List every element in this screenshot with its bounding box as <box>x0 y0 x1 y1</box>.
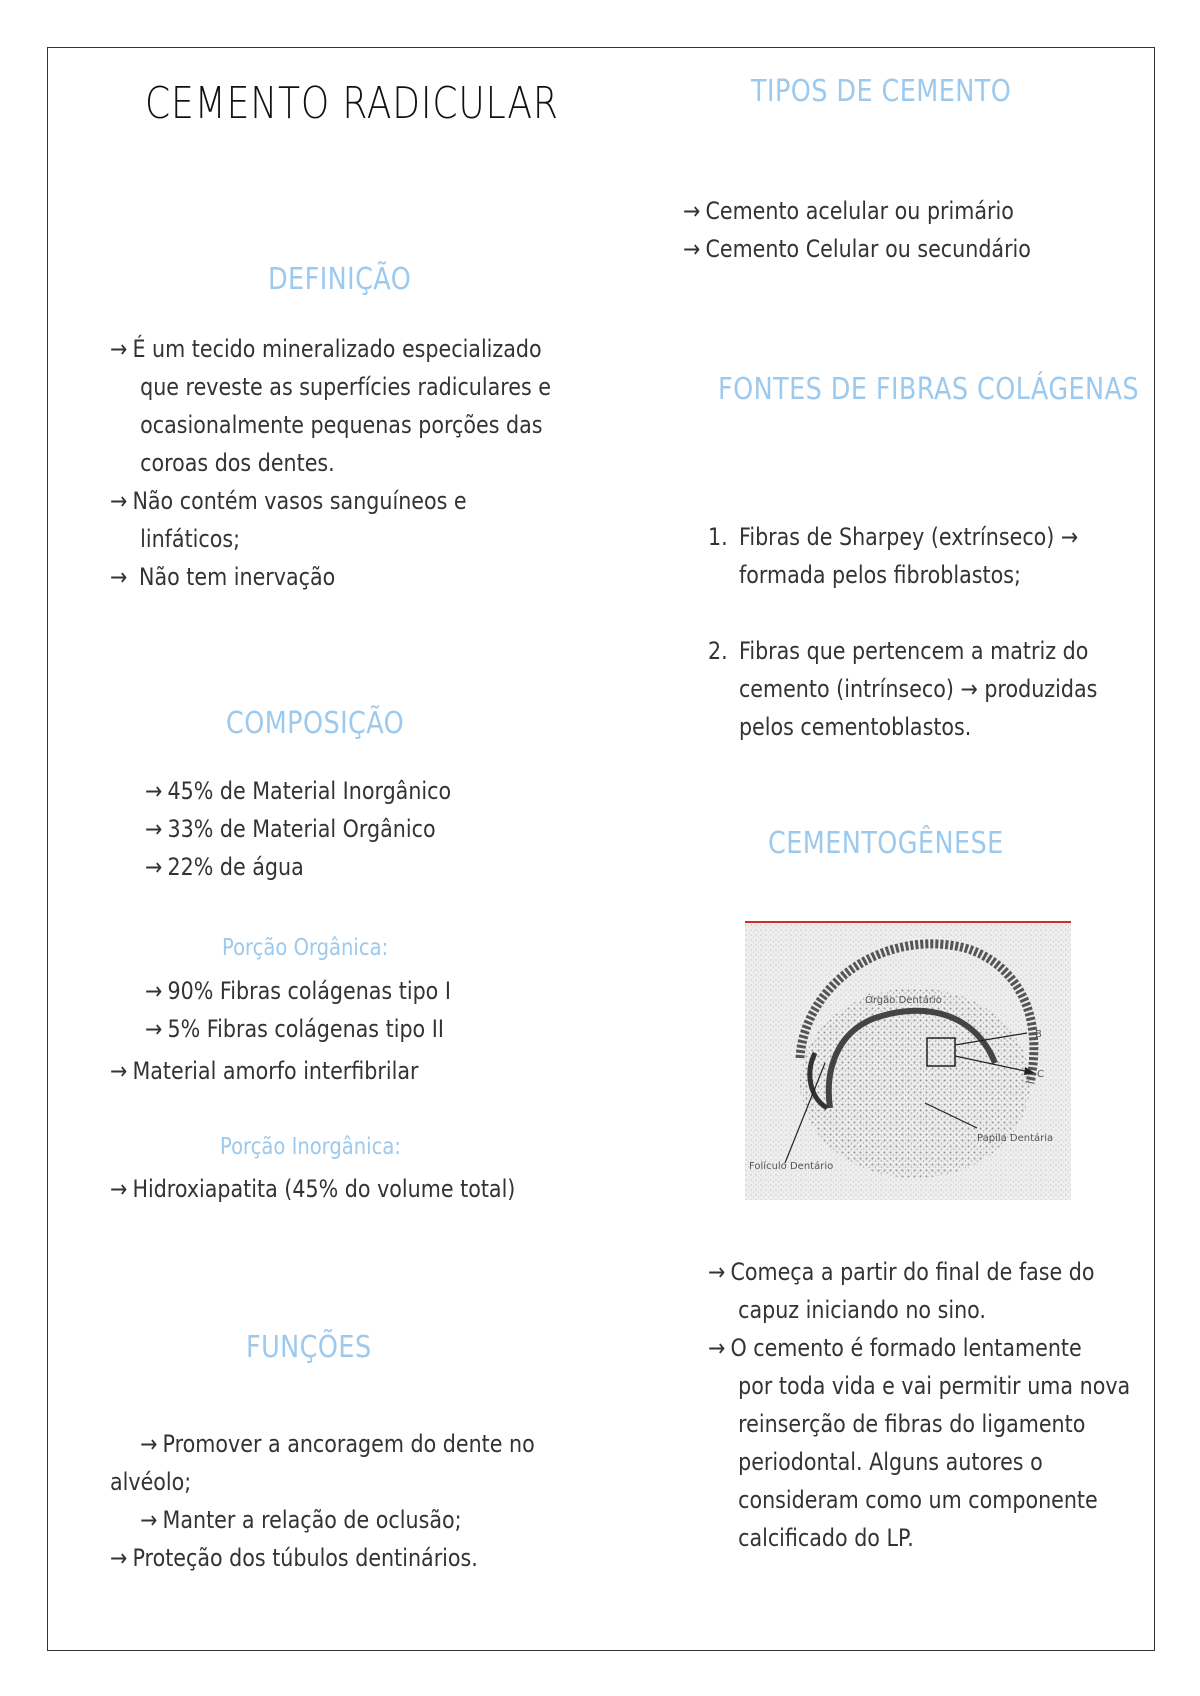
label-b: B <box>1035 1029 1042 1040</box>
list-item: → Começa a partir do final de fase do <box>708 1253 1130 1291</box>
list-item-cont: alvéolo; <box>110 1468 192 1496</box>
arrow-icon: → <box>708 1258 726 1286</box>
label-c: C <box>1037 1069 1044 1080</box>
list-item: → 22% de água <box>145 848 451 886</box>
arrow-icon: → <box>145 853 163 881</box>
arrow-icon: → <box>110 1175 128 1203</box>
list-item: → Não tem inervação <box>110 558 551 596</box>
section-heading-tipos: TIPOS DE CEMENTO <box>751 74 1012 109</box>
organica-list <box>145 972 501 1048</box>
subheading-porcao-inorganica: Porção Inorgânica: <box>220 1134 401 1160</box>
arrow-icon: → <box>110 1544 128 1572</box>
list-item-cont: coroas dos dentes. <box>140 449 335 477</box>
list-item: → Cemento acelular ou primário <box>683 192 1031 230</box>
section-heading-cementogenese: CEMENTOGÊNESE <box>768 826 1004 861</box>
numbered-item-cont: pelos cementoblastos. <box>738 713 972 741</box>
list-item: → É um tecido mineralizado especializado <box>110 330 551 368</box>
list-item-cont: ocasionalmente pequenas porções das <box>140 411 543 439</box>
histology-image <box>745 921 1071 1200</box>
label-orgao-dentario: Órgão Dentário <box>865 995 942 1006</box>
item-number: 1. <box>708 523 728 551</box>
label-papila-dentaria: Papila Dentária <box>977 1133 1054 1144</box>
arrow-icon: → <box>145 1015 163 1043</box>
cementogenese-list <box>708 1253 1199 1557</box>
list-item: → Não contém vasos sanguíneos e <box>110 482 551 520</box>
numbered-item: 1. Fibras de Sharpey (extrínseco) → <box>708 518 1078 556</box>
funcoes-list <box>110 1425 604 1577</box>
arrow-icon: → <box>683 235 701 263</box>
arrow-icon: → <box>110 487 128 515</box>
item-number: 2. <box>708 637 728 665</box>
tipos-list <box>683 192 1088 268</box>
list-item: → 90% Fibras colágenas tipo I <box>145 972 451 1010</box>
definicao-list <box>110 330 623 596</box>
list-item: → Promover a ancoragem do dente no <box>110 1425 535 1463</box>
arrow-icon: → <box>145 815 163 843</box>
list-item: → Manter a relação de oclusão; <box>110 1501 535 1539</box>
numbered-item: 2. Fibras que pertencem a matriz do <box>708 632 1097 670</box>
arrow-icon: → <box>683 197 701 225</box>
list-item-cont: consideram como um componente <box>738 1486 1098 1514</box>
page-title: CEMENTO RADICULAR <box>145 78 559 129</box>
label-foliculo-dentario: Folículo Dentário <box>749 1161 834 1172</box>
section-heading-fontes: FONTES DE FIBRAS COLÁGENAS <box>718 372 1140 407</box>
arrow-icon: → <box>140 1506 158 1534</box>
arrow-icon: → <box>110 563 128 591</box>
list-item: → 33% de Material Orgânico <box>145 810 451 848</box>
arrow-icon: → <box>110 335 128 363</box>
list-item: → Hidroxiapatita (45% do volume total) <box>110 1170 515 1208</box>
arrow-icon: → <box>110 1057 128 1085</box>
histology-illustration <box>745 923 1071 1200</box>
fontes-list <box>708 518 1138 594</box>
list-item-cont: calcificado do LP. <box>738 1524 914 1552</box>
list-item-cont: reinserção de fibras do ligamento <box>738 1410 1086 1438</box>
list-item: → O cemento é formado lentamente <box>708 1329 1130 1367</box>
list-item-cont: linfáticos; <box>140 525 241 553</box>
section-heading-definicao: DEFINIÇÃO <box>268 262 412 297</box>
list-item-cont: capuz iniciando no sino. <box>738 1296 986 1324</box>
numbered-item-cont: cemento (intrínseco) → produzidas <box>738 675 1098 703</box>
list-item: → 45% de Material Inorgânico <box>145 772 451 810</box>
section-heading-composicao: COMPOSIÇÃO <box>226 706 405 741</box>
numbered-item-cont: formada pelos fibroblastos; <box>738 561 1021 589</box>
list-item: → Proteção dos túbulos dentinários. <box>110 1539 535 1577</box>
arrow-icon: → <box>140 1430 158 1458</box>
arrow-icon: → <box>145 777 163 805</box>
fontes-list-2 <box>708 632 1161 746</box>
list-item-cont: periodontal. Alguns autores o <box>738 1448 1043 1476</box>
list-item: → Material amorfo interfibrilar <box>110 1052 418 1090</box>
composicao-list <box>145 772 501 886</box>
list-item-cont: por toda vida e vai permitir uma nova <box>738 1372 1131 1400</box>
list-item: → Cemento Celular ou secundário <box>683 230 1031 268</box>
arrow-icon: → <box>145 977 163 1005</box>
section-heading-funcoes: FUNÇÕES <box>246 1330 372 1365</box>
list-item: → 5% Fibras colágenas tipo II <box>145 1010 451 1048</box>
list-item-cont: que reveste as superfícies radiculares e <box>140 373 552 401</box>
arrow-icon: → <box>708 1334 726 1362</box>
subheading-porcao-organica: Porção Orgânica: <box>222 935 389 961</box>
